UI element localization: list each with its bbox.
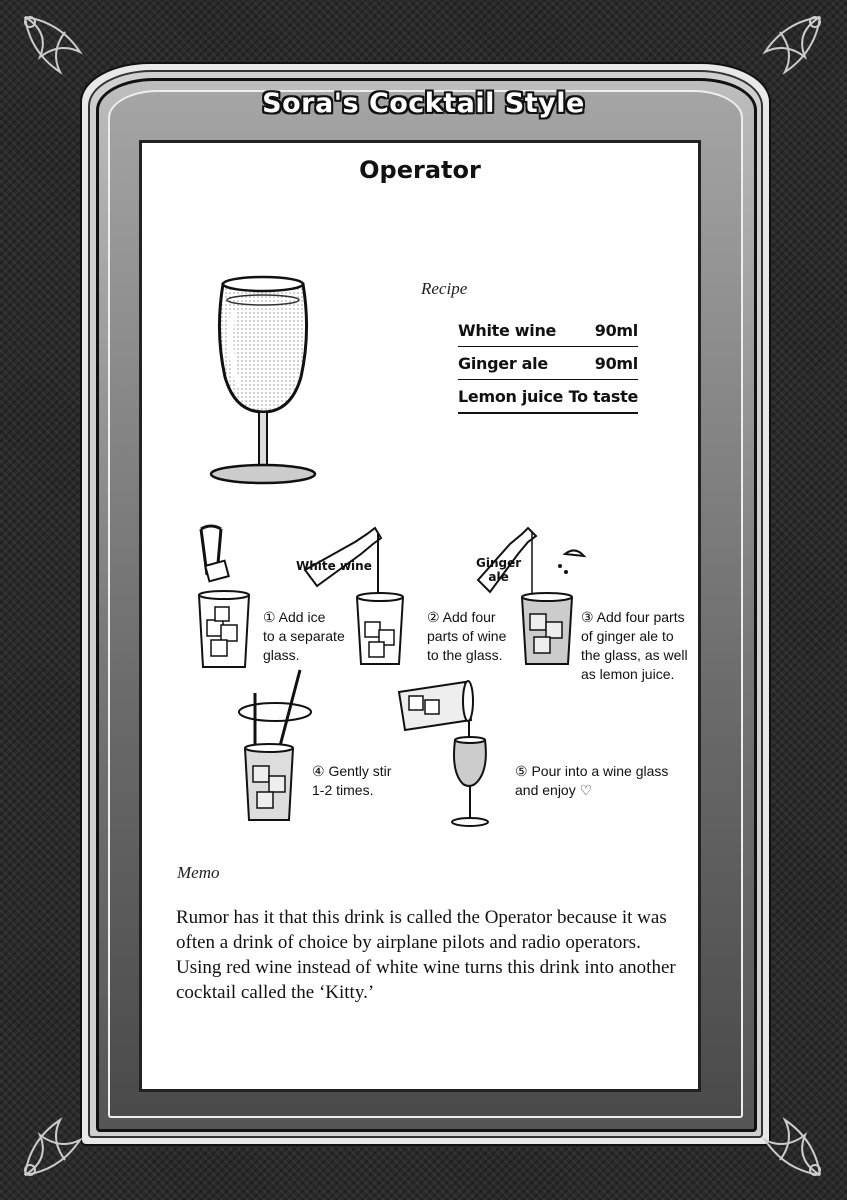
step-line: of ginger ale to (581, 628, 674, 644)
step-4 (312, 762, 391, 800)
step-line: to a separate (263, 628, 345, 644)
ingredient-amount: 90ml (594, 353, 638, 373)
pour-wine-glass-icon (395, 672, 505, 832)
ingredient-name: Lemon juice (458, 386, 564, 406)
ingredient-row (458, 347, 638, 380)
step-line: to the glass. (427, 647, 503, 663)
step-line: the glass, as well (581, 647, 688, 663)
step-line: parts of wine (427, 628, 507, 644)
step-line: as lemon juice. (581, 666, 675, 682)
step-line: ① Add ice (263, 609, 326, 625)
ornament-corner-icon (745, 1100, 825, 1180)
step-line: glass. (263, 647, 300, 663)
ingredient-name: Ginger ale (458, 353, 548, 373)
step-5 (515, 762, 668, 800)
ingredient-row (458, 380, 638, 414)
stir-glass-icon (235, 668, 315, 828)
cocktail-name: Operator (359, 156, 481, 184)
ginger-label-line: Ginger (476, 556, 522, 570)
step-line: ③ Add four parts (581, 609, 685, 625)
step-line: and enjoy ♡ (515, 782, 593, 798)
ornament-corner-icon (745, 12, 825, 92)
ingredient-row (458, 314, 638, 347)
step-line: ② Add four (427, 609, 496, 625)
ingredient-name: White wine (458, 320, 557, 340)
ornament-corner-icon (20, 1100, 100, 1180)
ingredient-amount: 90ml (594, 320, 638, 340)
recipe-label: Recipe (421, 279, 468, 298)
wine-glass-icon (205, 272, 325, 487)
ginger-ale-pour-icon (470, 522, 595, 672)
memo-text: Rumor has it that this drink is called the Operator because it was often a drink of choice by airplane pilots and radio operators. Using red wine instead of white wine turns this drink into another cocktail called the ‘Kitty.’ (176, 907, 676, 1003)
step-3 (581, 608, 688, 684)
ingredients-table (458, 314, 638, 414)
memo-label: Memo (177, 863, 220, 882)
ingredient-amount: To taste (568, 386, 638, 406)
step-line: 1-2 times. (312, 782, 374, 798)
ornament-corner-icon (20, 12, 100, 92)
step-line: ⑤ Pour into a wine glass (515, 763, 669, 779)
wine-bottle-label: White wine (296, 559, 372, 573)
page-banner-title: Sora's Cocktail Style (262, 88, 585, 119)
step-line: ④ Gently stir (312, 763, 392, 779)
wine-bottle-pour-icon (295, 522, 415, 672)
ice-glass-icon (193, 525, 258, 675)
ginger-label-line: ale (488, 570, 509, 584)
ginger-bottle-label (476, 556, 521, 584)
